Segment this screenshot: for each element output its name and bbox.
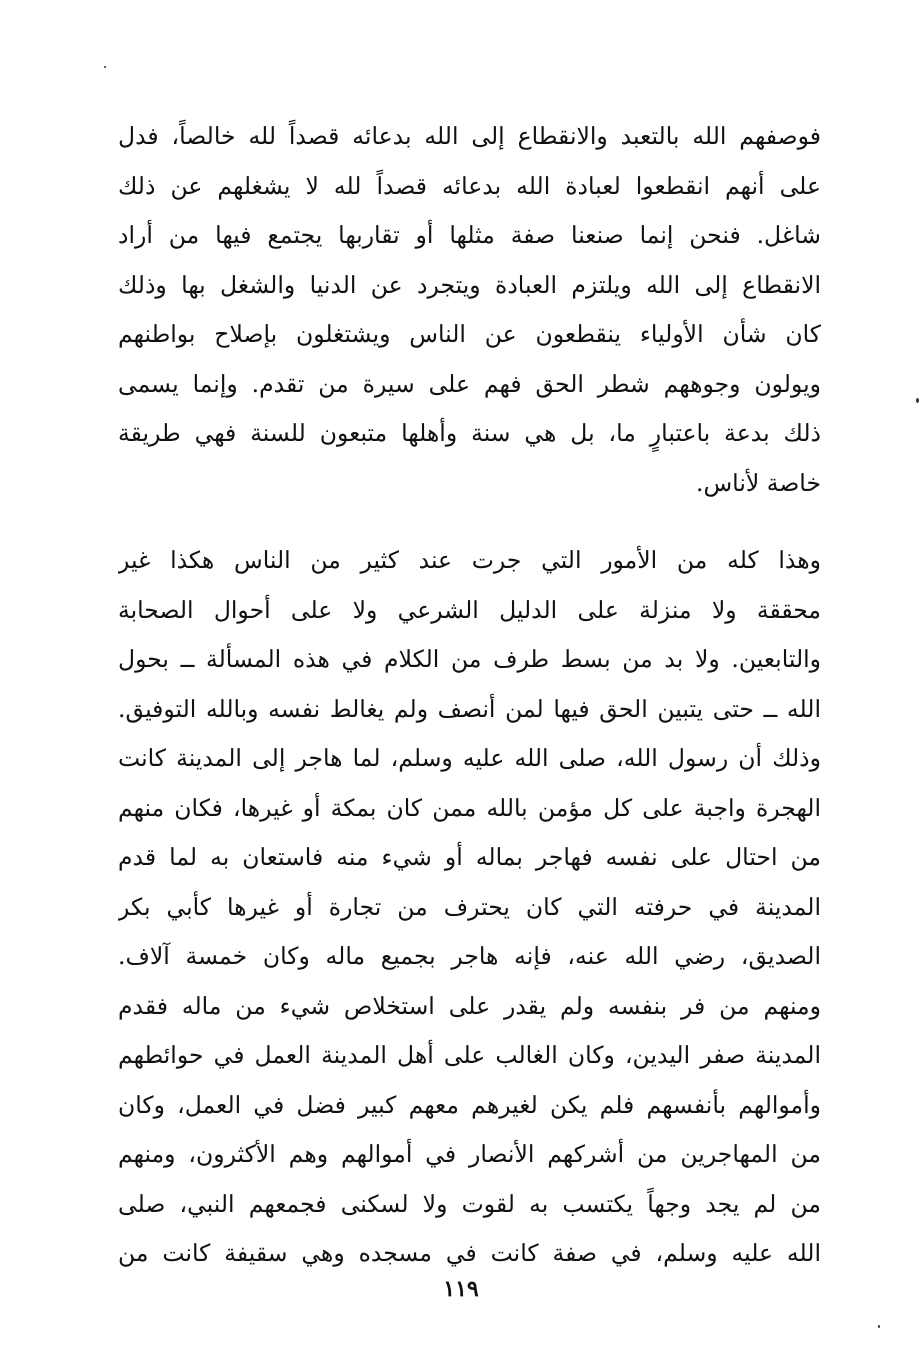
- text-line: محققة ولا منزلة على الدليل الشرعي ولا على أحوال الصحابة: [118, 595, 821, 624]
- text-line: شاغل. فنحن إنما صنعنا صفة مثلها أو تقاربها يجتمع فيها من أراد: [118, 221, 821, 249]
- text-line: كان شأن الأولياء ينقطعون عن الناس ويشتغلون بإصلاح بواطنهم: [118, 320, 821, 348]
- text-line: وذلك أن رسول الله، صلى الله عليه وسلم، لما هاجر إلى المدينة كانت: [118, 744, 821, 772]
- text-line: من لم يجد وجهاً يكتسب به لقوت ولا لسكنى فجمعهم النبي، صلى: [118, 1189, 821, 1218]
- scan-speck: [104, 66, 106, 68]
- text-line: الصديق، رضي الله عنه، فإنه هاجر بجميع ماله وكان خمسة آلاف.: [118, 942, 821, 970]
- text-line: من احتال على نفسه فهاجر بماله أو شيء منه فاستعان به لما قدم: [118, 843, 821, 871]
- text-line: الانقطاع إلى الله ويلتزم العبادة ويتجرد عن الدنيا والشغل بها وذلك: [118, 270, 821, 299]
- paragraph-1: [118, 112, 821, 508]
- text-line: المدينة في حرفته التي كان يحترف من تجارة أو غيرها كأبي بكر: [118, 892, 821, 921]
- text-line: خاصة لأناس.: [696, 468, 821, 497]
- text-line: على أنهم انقطعوا لعبادة الله بدعائه قصداً لله لا يشغلهم عن ذلك: [118, 171, 821, 200]
- text-line: الله ــ حتى يتبين الحق فيها لمن أنصف ولم يغالط نفسه وبالله التوفيق.: [118, 694, 821, 723]
- scan-speck: [916, 398, 919, 403]
- text-line: الله عليه وسلم، في صفة كانت في مسجده وهي سقيفة كانت من: [118, 1239, 821, 1267]
- text-line: ويولون وجوههم شطر الحق فهم على سيرة من تقدم. وإنما يسمى: [118, 369, 821, 398]
- text-line: ذلك بدعة باعتبارٍ ما، بل هي سنة وأهلها متبعون للسنة فهي طريقة: [118, 419, 821, 447]
- text-line: ومنهم من فر بنفسه ولم يقدر على استخلاص شيء من ماله فقدم: [118, 991, 821, 1020]
- text-line: وأموالهم بأنفسهم فلم يكن لغيرهم معهم كبير فضل في العمل، وكان: [118, 1090, 821, 1119]
- paragraph-2: [118, 536, 821, 1279]
- text-line: فوصفهم الله بالتعبد والانقطاع إلى الله بدعائه قصداً لله خالصاً، فدل: [118, 122, 821, 150]
- text-line: الهجرة واجبة على كل مؤمن بالله ممن كان بمكة أو غيرها، فكان منهم: [118, 793, 821, 822]
- scan-speck: [878, 1325, 880, 1328]
- text-line: المدينة صفر اليدين، وكان الغالب على أهل المدينة العمل في حوائطهم: [118, 1041, 821, 1069]
- text-line: وهذا كله من الأمور التي جرت عند كثير من الناس هكذا غير: [118, 546, 821, 574]
- text-line: من المهاجرين من أشركهم الأنصار في أموالهم وهم الأكثرون، ومنهم: [118, 1140, 821, 1168]
- page-number: ١١٩: [443, 1276, 479, 1302]
- text-line: والتابعين. ولا بد من بسط طرف من الكلام في هذه المسألة ــ بحول: [118, 645, 821, 673]
